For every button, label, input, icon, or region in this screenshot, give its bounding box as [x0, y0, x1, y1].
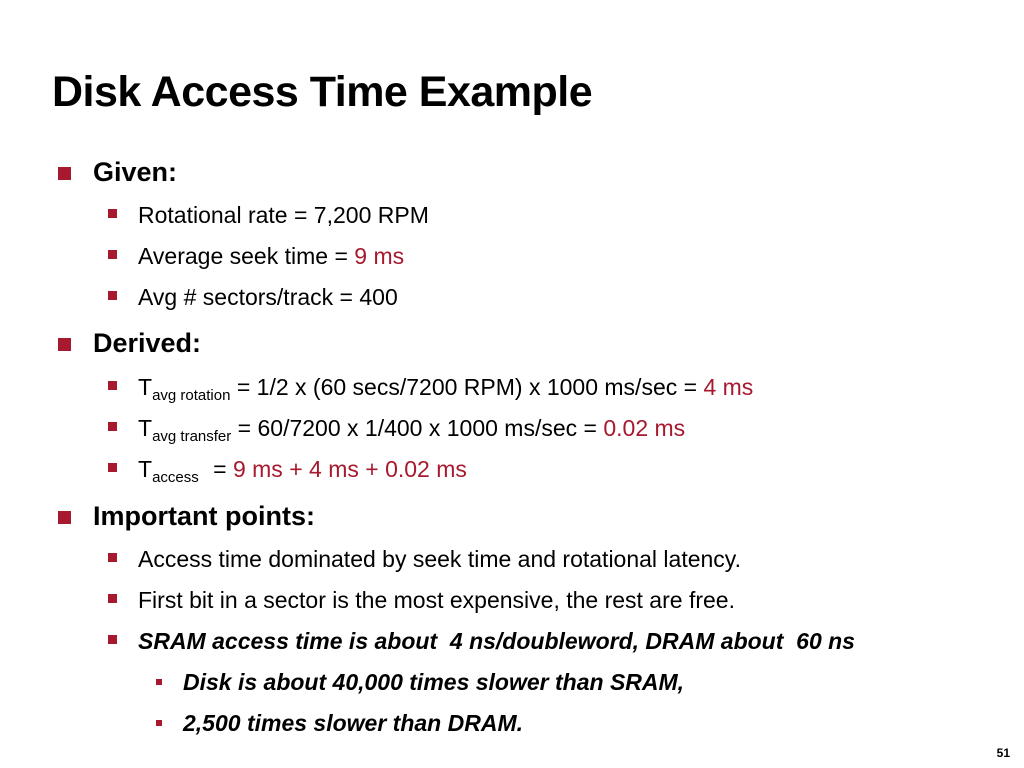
square-bullet-icon	[108, 463, 117, 472]
formula-subscript: avg rotation	[152, 387, 231, 404]
square-bullet-icon	[108, 422, 117, 431]
square-bullet-icon	[58, 511, 71, 524]
sub-list-item-text: 2,500 times slower than DRAM.	[183, 710, 523, 736]
page-number: 51	[996, 746, 1010, 760]
square-bullet-icon	[156, 720, 162, 726]
formula-symbol: T	[138, 374, 153, 400]
list-item-text: Avg # sectors/track = 400	[138, 284, 398, 310]
formula-expression: =	[206, 456, 233, 482]
square-bullet-icon	[58, 167, 71, 180]
square-bullet-icon	[108, 381, 117, 390]
slide-title: Disk Access Time Example	[52, 68, 593, 116]
square-bullet-icon	[108, 250, 117, 259]
square-bullet-icon	[108, 291, 117, 300]
square-bullet-icon	[58, 338, 71, 351]
formula-subscript: avg transfer	[152, 428, 232, 445]
list-item-text: Access time dominated by seek time and rotational latency.	[138, 546, 741, 572]
section-heading: Important points:	[93, 501, 315, 531]
square-bullet-icon	[108, 553, 117, 562]
square-bullet-icon	[108, 635, 117, 644]
sub-list-item-text: Disk is about 40,000 times slower than SRAM,	[183, 669, 685, 695]
highlight-value: 4 ms	[703, 374, 754, 400]
formula-subscript: access	[152, 469, 199, 486]
formula-symbol: T	[138, 415, 153, 441]
list-item-text: First bit in a sector is the most expensive, the rest are free.	[138, 587, 735, 613]
formula-expression: = 1/2 x (60 secs/7200 RPM) x 1000 ms/sec =	[230, 374, 704, 400]
square-bullet-icon	[108, 209, 117, 218]
list-item-text: Average seek time =	[138, 243, 355, 269]
highlight-value: 9 ms	[354, 243, 405, 269]
list-item-text: Rotational rate = 7,200 RPM	[138, 202, 429, 228]
list-item-text: SRAM access time is about 4 ns/doubleword, DRAM about 60 ns	[138, 628, 855, 654]
formula-symbol: T	[138, 456, 153, 482]
formula-expression: = 60/7200 x 1/400 x 1000 ms/sec =	[231, 415, 604, 441]
highlight-value: 9 ms + 4 ms + 0.02 ms	[232, 456, 467, 482]
highlight-value: 0.02 ms	[603, 415, 686, 441]
square-bullet-icon	[108, 594, 117, 603]
section-heading: Derived:	[93, 328, 202, 358]
square-bullet-icon	[156, 679, 162, 685]
section-heading: Given:	[93, 157, 178, 187]
